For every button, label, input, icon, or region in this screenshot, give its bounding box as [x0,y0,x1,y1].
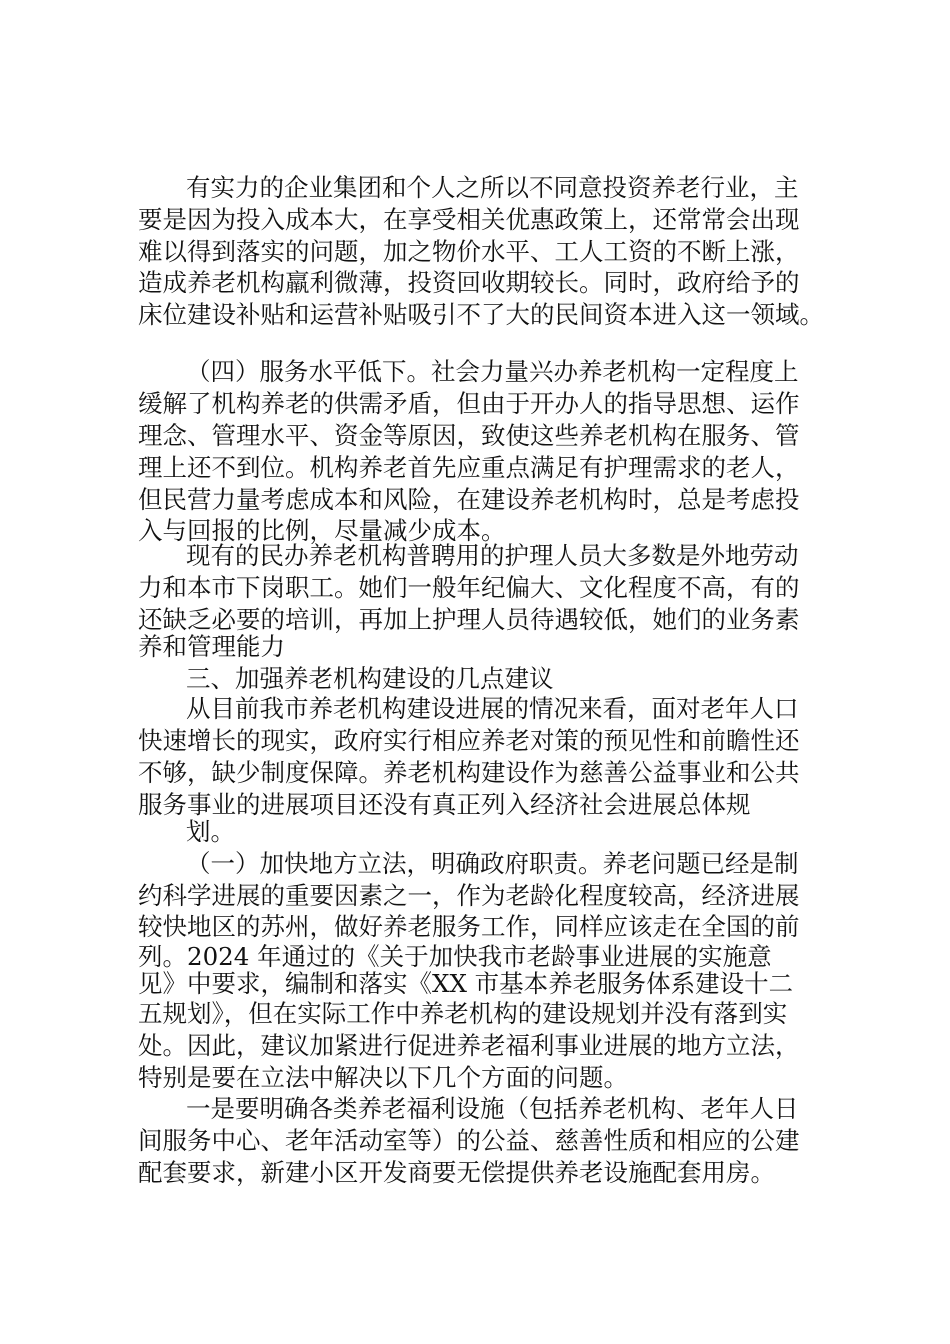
paragraph-line: 见》中要求，编制和落实《XX 市基本养老服务体系建设十二 [138,969,794,998]
paragraph-line: 理念、管理水平、资金等原因，致使这些养老机构在服务、管 [138,421,800,450]
paragraph-line: 力和本市下岗职工。她们一般年纪偏大、文化程度不高，有的 [138,573,800,602]
paragraph-line: （一）加快地方立法，明确政府职责。养老问题已经是制 [186,849,799,878]
paragraph-line: 还缺乏必要的培训，再加上护理人员待遇较低，她们的业务素 [138,605,800,634]
paragraph-line: 有实力的企业集团和个人之所以不同意投资养老行业，主 [186,173,799,202]
paragraph-line: 特别是要在立法中解决以下几个方面的问题。 [138,1063,628,1092]
paragraph-line: 现有的民办养老机构普聘用的护理人员大多数是外地劳动 [186,541,799,570]
paragraph-line: 造成养老机构羸利微薄，投资回收期较长。同时，政府给予的 [138,268,800,297]
paragraph-line: 难以得到落实的问题，加之物价水平、工人工资的不断上涨， [138,237,800,266]
paragraph-line: 入与回报的比例，尽量减少成本。 [138,516,506,545]
paragraph-line: （四）服务水平低下。社会力量兴办养老机构一定程度上 [186,357,799,386]
paragraph-line: 服务事业的进展项目还没有真正列入经济社会进展总体规 [138,790,751,819]
paragraph-line: 间服务中心、老年活动室等）的公益、慈善性质和相应的公建 [138,1126,800,1155]
paragraph-line: 列。2024 年通过的《关于加快我市老龄事业进展的实施意 [138,942,772,971]
paragraph-line: 较快地区的苏州，做好养老服务工作，同样应该走在全国的前 [138,912,800,941]
paragraph-line: 缓解了机构养老的供需矛盾，但由于开办人的指导思想、运作 [138,389,800,418]
paragraph-line: 但民营力量考虑成本和风险，在建设养老机构时，总是考虑投 [138,485,800,514]
paragraph-line: 不够，缺少制度保障。养老机构建设作为慈善公益事业和公共 [138,758,800,787]
paragraph-line: 配套要求，新建小区开发商要无偿提供养老设施配套用房。 [138,1158,775,1187]
paragraph-line: 要是因为投入成本大，在享受相关优惠政策上，还常常会出现 [138,205,800,234]
paragraph-line: 从目前我市养老机构建设进展的情况来看，面对老年人口 [186,694,799,723]
paragraph-line: 床位建设补贴和运营补贴吸引不了大的民间资本进入这一领域。 [138,300,824,329]
section-heading: 三、加强养老机构建设的几点建议 [186,664,554,693]
paragraph-line: 养和管理能力 [138,632,285,661]
paragraph-line: 快速增长的现实，政府实行相应养老对策的预见性和前瞻性还 [138,726,800,755]
paragraph-line: 约科学进展的重要因素之一，作为老龄化程度较高，经济进展 [138,881,800,910]
paragraph-line: 理上还不到位。机构养老首先应重点满足有护理需求的老人， [138,453,800,482]
paragraph-line: 处。因此，建议加紧进行促进养老福利事业进展的地方立法， [138,1031,800,1060]
paragraph-line: 五规划》，但在实际工作中养老机构的建设规划并没有落到实 [138,999,788,1028]
paragraph-line: 一是要明确各类养老福利设施（包括养老机构、老年人日 [186,1094,799,1123]
paragraph-line: 划。 [186,817,235,846]
